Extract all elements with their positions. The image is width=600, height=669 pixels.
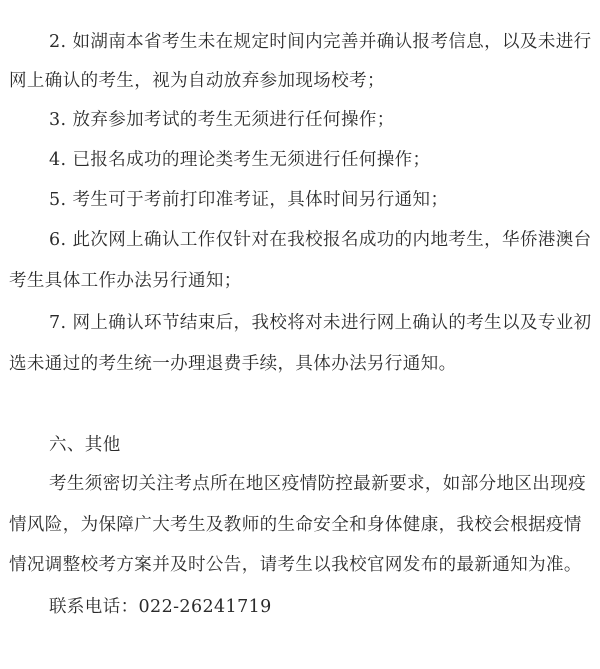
item-2-line-2: 网上确认的考生，视为自动放弃参加现场校考； <box>9 71 385 91</box>
contact-phone: 联系电话：022-26241719 <box>49 597 272 617</box>
other-paragraph-line-2: 情风险，为保障广大考生及教师的生命安全和身体健康，我校会根据疫情 <box>9 515 582 535</box>
item-6-line-2: 考生具体工作办法另行通知； <box>9 271 242 291</box>
item-2-line-1: 2. 如湖南本省考生未在规定时间内完善并确认报考信息，以及未进行 <box>49 32 592 52</box>
item-3: 3. 放弃参加考试的考生无须进行任何操作； <box>49 110 395 130</box>
other-paragraph-line-3: 情况调整校考方案并及时公告，请考生以我校官网发布的最新通知为准。 <box>9 555 582 575</box>
item-6-line-1: 6. 此次网上确认工作仅针对在我校报名成功的内地考生，华侨港澳台 <box>49 230 592 250</box>
item-4: 4. 已报名成功的理论类考生无须进行任何操作； <box>49 150 431 170</box>
section-title: 六、其他 <box>49 435 121 455</box>
item-5: 5. 考生可于考前打印准考证，具体时间另行通知； <box>49 190 449 210</box>
other-paragraph-line-1: 考生须密切关注考点所在地区疫情防控最新要求，如部分地区出现疫 <box>49 474 586 494</box>
item-7-line-1: 7. 网上确认环节结束后，我校将对未进行网上确认的考生以及专业初 <box>49 313 592 333</box>
item-7-line-2: 选未通过的考生统一办理退费手续，具体办法另行通知。 <box>9 354 457 374</box>
